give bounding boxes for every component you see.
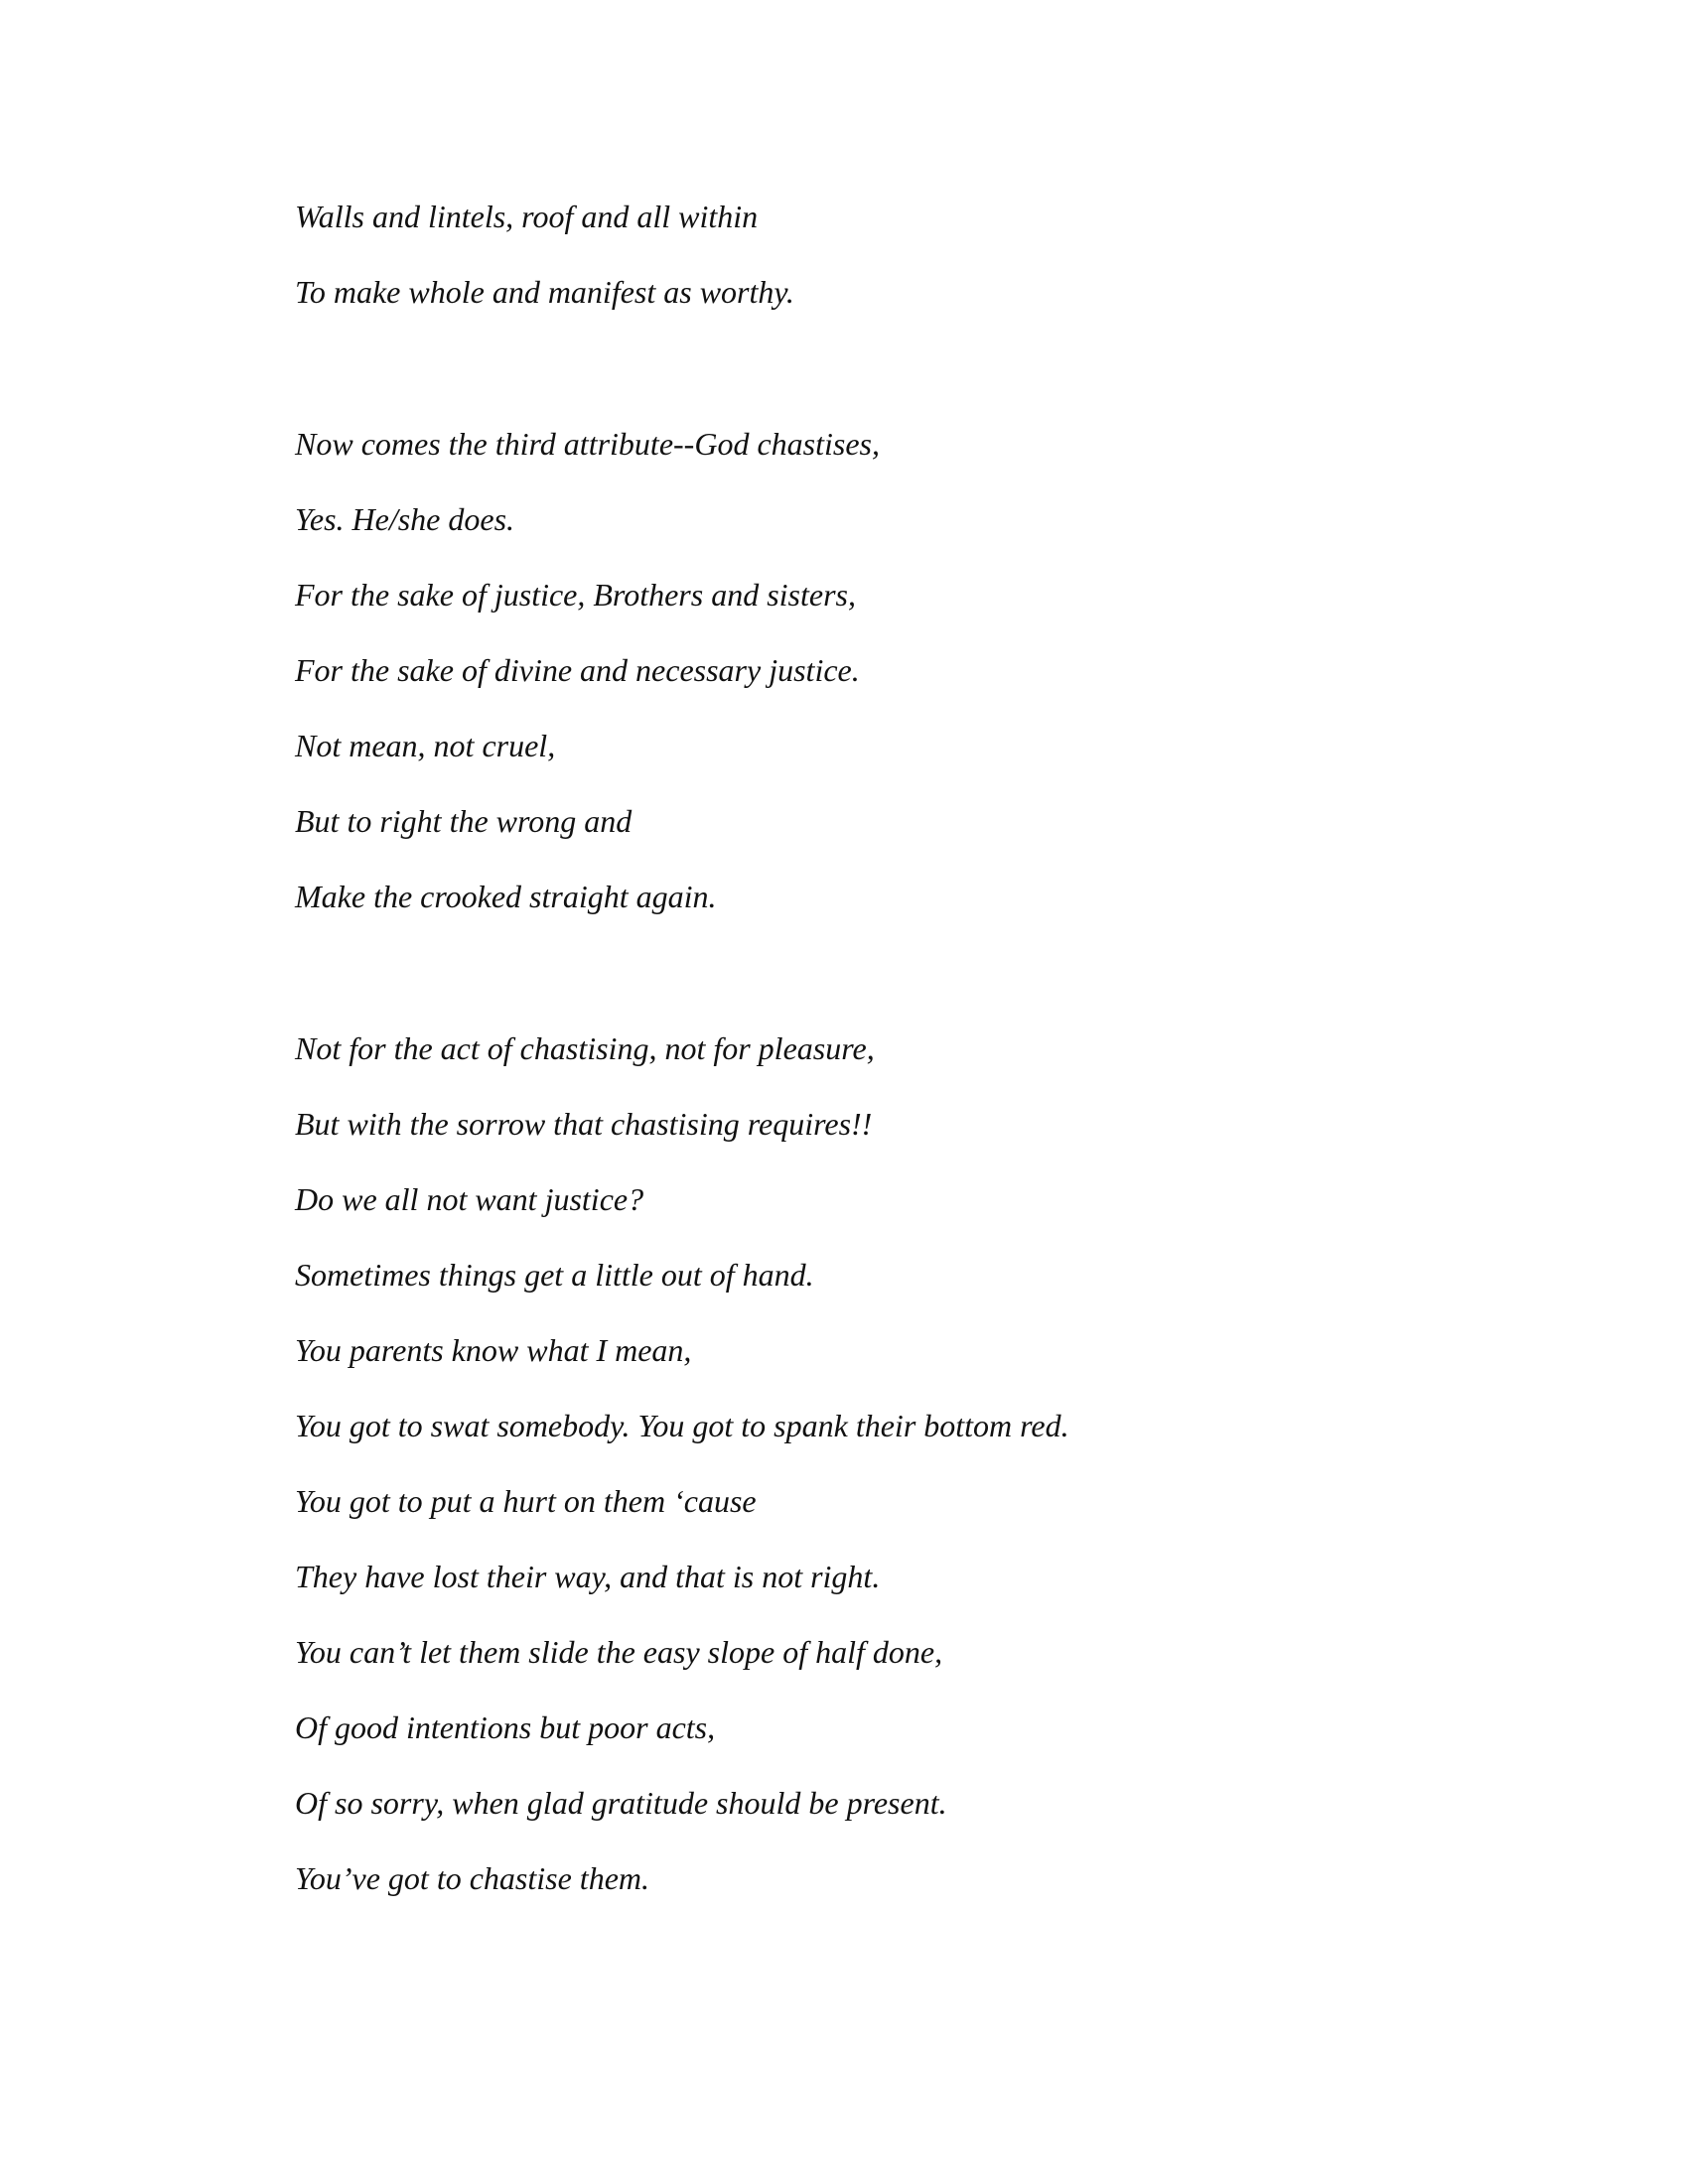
poem-line: Walls and lintels, roof and all within bbox=[295, 199, 759, 234]
poem-line: Of so sorry, when glad gratitude should be present. bbox=[295, 1785, 947, 1821]
poem-line: You can’t let them slide the easy slope of half done, bbox=[295, 1634, 943, 1670]
poem-line: Make the crooked straight again. bbox=[295, 879, 717, 914]
poem-line: Do we all not want justice? bbox=[295, 1181, 644, 1217]
poem-line: Yes. He/she does. bbox=[295, 501, 515, 537]
poem-line: But to right the wrong and bbox=[295, 803, 633, 839]
poem-line: But with the sorrow that chastising requires!! bbox=[295, 1106, 873, 1142]
poem-line: Now comes the third attribute--God chastises, bbox=[295, 426, 880, 462]
poem-line: Of good intentions but poor acts, bbox=[295, 1709, 716, 1745]
poem-line: Not mean, not cruel, bbox=[295, 728, 556, 763]
poem-line: Not for the act of chastising, not for pleasure, bbox=[295, 1030, 875, 1066]
poem-line: For the sake of divine and necessary justice. bbox=[295, 652, 860, 688]
poem-line: To make whole and manifest as worthy. bbox=[295, 274, 794, 310]
poem-line: They have lost their way, and that is not right. bbox=[295, 1559, 881, 1594]
poem-line: You got to put a hurt on them ‘cause bbox=[295, 1483, 757, 1519]
poem-line: For the sake of justice, Brothers and sisters, bbox=[295, 577, 856, 613]
poem-line: You’ve got to chastise them. bbox=[295, 1860, 649, 1896]
poem-line: Sometimes things get a little out of hand. bbox=[295, 1257, 814, 1293]
poem-line: You parents know what I mean, bbox=[295, 1332, 692, 1368]
poem-line: You got to swat somebody. You got to spank their bottom red. bbox=[295, 1408, 1069, 1443]
